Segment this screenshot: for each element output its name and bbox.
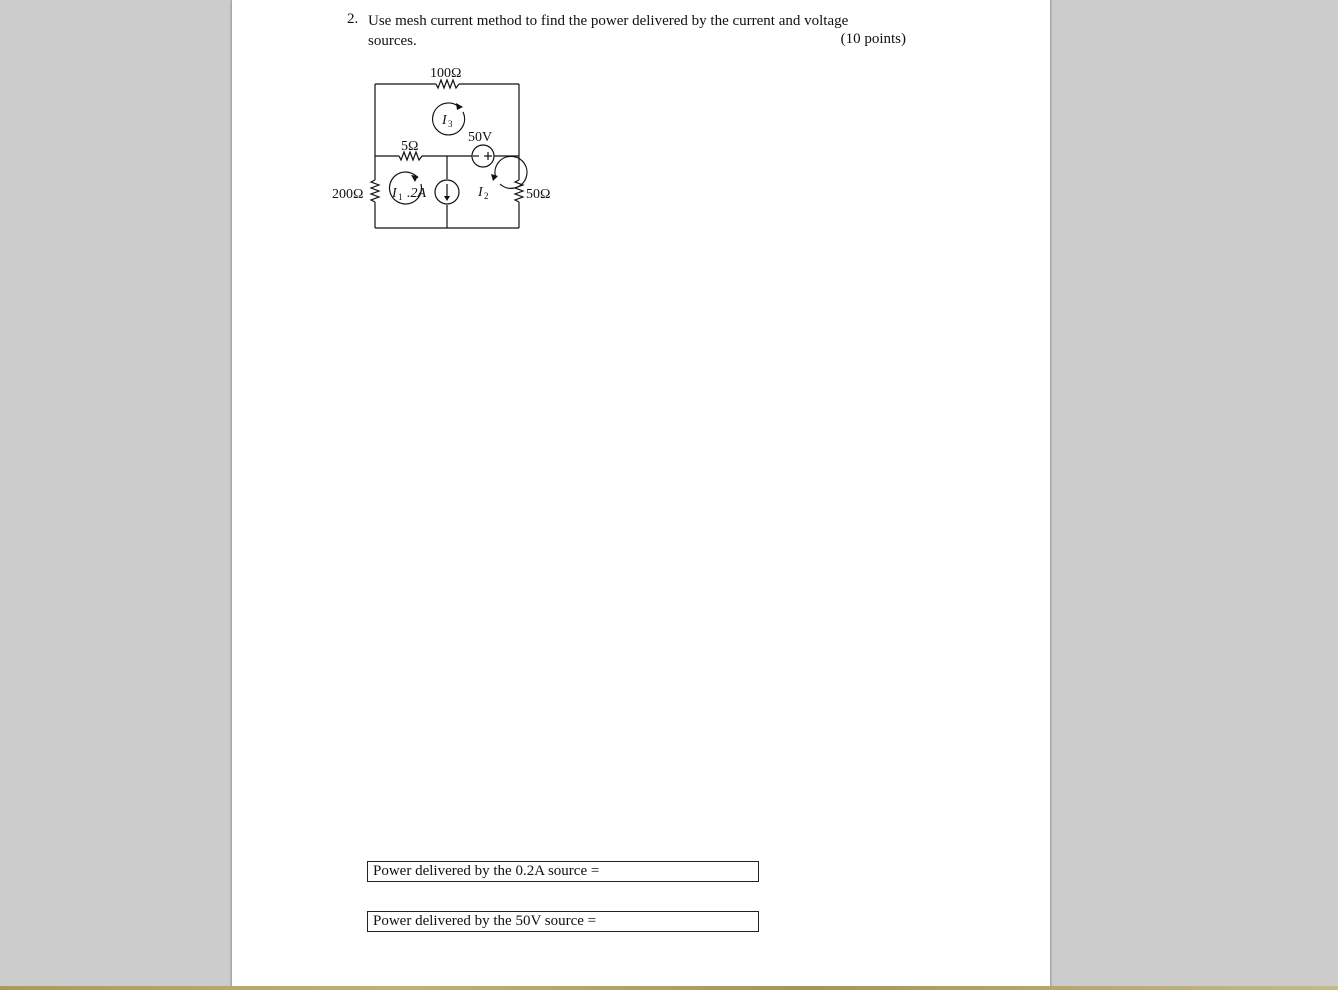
question-points: (10 points) [840,31,906,47]
mesh2-loop-icon [491,156,527,188]
current-source-icon [435,180,459,204]
label-mesh2-sub: 2 [484,191,489,201]
circuit-wires [371,80,523,228]
answer-box-current-source[interactable]: Power delivered by the 0.2A source = [367,861,759,882]
question-line-1: Use mesh current method to find the power delivered by the current and voltage [368,13,849,29]
label-i-source: .2A [407,186,427,201]
answer-box-voltage-source[interactable]: Power delivered by the 50V source = [367,911,759,932]
question-number: 2. [347,11,359,27]
label-r-middle: 5Ω [401,139,419,154]
label-mesh1: I [392,186,397,201]
label-v-source: 50V [468,130,493,145]
label-mesh1-sub: 1 [398,192,403,202]
question-line-2: sources. [368,33,417,49]
label-mesh3: I [442,113,447,128]
label-mesh2: I [478,185,483,200]
label-r-left: 200Ω [332,187,364,202]
voltage-source-icon [472,145,494,167]
label-r-top: 100Ω [430,66,462,81]
label-mesh3-sub: 3 [448,119,453,129]
label-r-right: 50Ω [526,187,551,202]
